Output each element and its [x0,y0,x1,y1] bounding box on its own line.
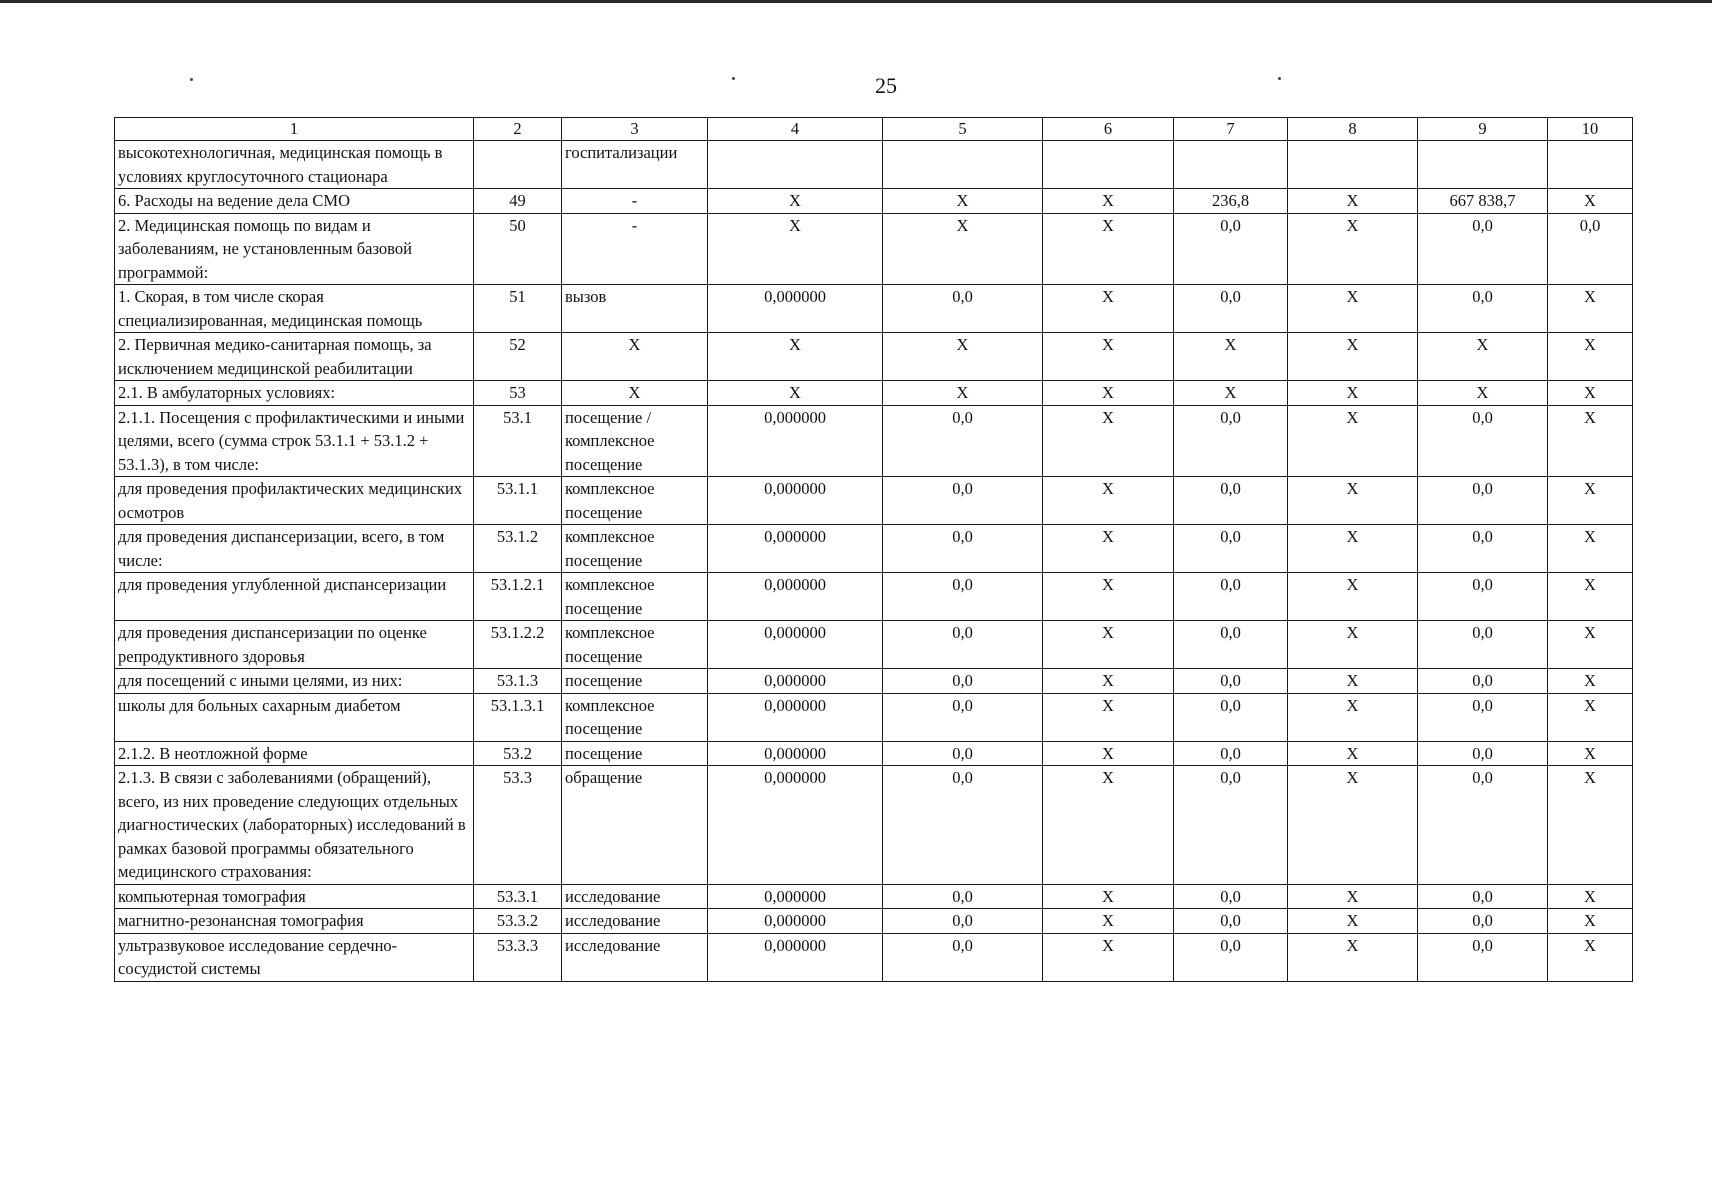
table-cell-col-5: Х [883,333,1043,381]
table-cell-col-1: 2.1.2. В неотложной форме [115,741,474,766]
column-header-2: 2 [474,118,562,141]
table-cell-col-8 [1288,141,1418,189]
table-cell-col-8: Х [1288,381,1418,406]
table-cell-col-10: Х [1548,477,1633,525]
table-cell-col-1: 2.1.3. В связи с заболеваниями (обращений), всего, из них проведение следующих отдельных диагностических (лабораторных) исследований в рамках базовой программы обязательного медицинского страхования: [115,766,474,885]
table-cell-col-1: 6. Расходы на ведение дела СМО [115,189,474,214]
column-header-5: 5 [883,118,1043,141]
table-cell-col-6 [1043,141,1174,189]
table-cell-col-4: 0,000000 [708,909,883,934]
table-cell-col-2: 53.3 [474,766,562,885]
table-cell-col-6: Х [1043,766,1174,885]
table-cell-col-3: посещение [562,669,708,694]
table-cell-col-3: - [562,213,708,285]
table-cell-col-4: 0,000000 [708,884,883,909]
table-cell-col-10: Х [1548,573,1633,621]
table-cell-col-6: Х [1043,669,1174,694]
table-cell-col-10: Х [1548,909,1633,934]
table-cell-col-9: 0,0 [1418,669,1548,694]
table-cell-col-2: 52 [474,333,562,381]
table-cell-col-9: Х [1418,381,1548,406]
table-cell-col-1: ультразвуковое исследование сердечно-сосудистой системы [115,933,474,981]
table-cell-col-10: Х [1548,525,1633,573]
table-cell-col-9: 0,0 [1418,213,1548,285]
table-cell-col-6: Х [1043,477,1174,525]
table-cell-col-10: Х [1548,285,1633,333]
table-cell-col-3: исследование [562,933,708,981]
table-cell-col-2: 53.1.2 [474,525,562,573]
table-row [115,405,1633,477]
table-cell-col-1: 2. Первичная медико-санитарная помощь, за исключением медицинской реабилитации [115,333,474,381]
budget-table [114,117,1633,982]
table-cell-col-6: Х [1043,693,1174,741]
table-cell-col-3: обращение [562,766,708,885]
table-cell-col-1: 2.1. В амбулаторных условиях: [115,381,474,406]
table-row [115,669,1633,694]
table-cell-col-4: 0,000000 [708,405,883,477]
table-cell-col-6: Х [1043,884,1174,909]
column-header-9: 9 [1418,118,1548,141]
table-cell-col-3: - [562,189,708,214]
table-cell-col-6: Х [1043,741,1174,766]
table-cell-col-5: 0,0 [883,909,1043,934]
table-row [115,213,1633,285]
table-cell-col-3: Х [562,333,708,381]
table-row [115,477,1633,525]
table-cell-col-4: 0,000000 [708,285,883,333]
table-cell-col-5: Х [883,189,1043,214]
table-row [115,693,1633,741]
table-cell-col-4: 0,000000 [708,741,883,766]
table-cell-col-10: Х [1548,693,1633,741]
table-cell-col-1: магнитно-резонансная томография [115,909,474,934]
table-cell-col-7: 0,0 [1174,909,1288,934]
table-cell-col-9: 0,0 [1418,525,1548,573]
table-cell-col-9: 0,0 [1418,573,1548,621]
table-cell-col-4: 0,000000 [708,933,883,981]
table-cell-col-1: для проведения профилактических медицинских осмотров [115,477,474,525]
table-cell-col-3: посещение / комплексное посещение [562,405,708,477]
table-cell-col-6: Х [1043,933,1174,981]
table-cell-col-7: 0,0 [1174,884,1288,909]
table-cell-col-2: 53.3.1 [474,884,562,909]
column-header-10: 10 [1548,118,1633,141]
table-row [115,909,1633,934]
table-cell-col-2: 51 [474,285,562,333]
table-cell-col-2 [474,141,562,189]
table-cell-col-5 [883,141,1043,189]
table-cell-col-5: 0,0 [883,766,1043,885]
table-cell-col-10: Х [1548,405,1633,477]
table-cell-col-8: Х [1288,909,1418,934]
table-cell-col-5: 0,0 [883,477,1043,525]
table-cell-col-4: 0,000000 [708,693,883,741]
table-cell-col-3: посещение [562,741,708,766]
table-cell-col-5: 0,0 [883,525,1043,573]
table-cell-col-1: 2.1.1. Посещения с профилактическими и иными целями, всего (сумма строк 53.1.1 + 53.1.2 + 53.1.3), в том числе: [115,405,474,477]
table-cell-col-8: Х [1288,669,1418,694]
column-header-7: 7 [1174,118,1288,141]
table-cell-col-6: Х [1043,405,1174,477]
table-cell-col-7: 0,0 [1174,669,1288,694]
table-cell-col-9: 0,0 [1418,933,1548,981]
table-cell-col-9: 0,0 [1418,285,1548,333]
table-cell-col-8: Х [1288,884,1418,909]
table-cell-col-9: 0,0 [1418,693,1548,741]
table-cell-col-6: Х [1043,285,1174,333]
table-cell-col-1: для проведения диспансеризации по оценке репродуктивного здоровья [115,621,474,669]
table-cell-col-10: Х [1548,381,1633,406]
table-cell-col-8: Х [1288,573,1418,621]
table-cell-col-9: 0,0 [1418,477,1548,525]
table-cell-col-4: 0,000000 [708,525,883,573]
table-cell-col-7: 0,0 [1174,525,1288,573]
table-cell-col-4: Х [708,213,883,285]
table-cell-col-2: 53.1.3 [474,669,562,694]
page-number: 25 [875,73,897,98]
table-row [115,285,1633,333]
table-cell-col-1: компьютерная томография [115,884,474,909]
table-cell-col-5: 0,0 [883,573,1043,621]
table-cell-col-1: 1. Скорая, в том числе скорая специализированная, медицинская помощь [115,285,474,333]
table-cell-col-4: 0,000000 [708,766,883,885]
table-cell-col-9: Х [1418,333,1548,381]
table-cell-col-2: 53.1 [474,405,562,477]
table-cell-col-8: Х [1288,189,1418,214]
table-cell-col-3: исследование [562,909,708,934]
table-cell-col-7: 0,0 [1174,285,1288,333]
table-cell-col-7: 0,0 [1174,405,1288,477]
table-cell-col-2: 53.2 [474,741,562,766]
table-row [115,884,1633,909]
table-cell-col-9: 0,0 [1418,909,1548,934]
table-row [115,381,1633,406]
table-cell-col-5: 0,0 [883,933,1043,981]
table-cell-col-7: 0,0 [1174,573,1288,621]
table-cell-col-6: Х [1043,621,1174,669]
table-body [115,118,1633,982]
table-cell-col-1: для проведения углубленной диспансеризации [115,573,474,621]
table-cell-col-2: 53.1.2.2 [474,621,562,669]
table-cell-col-5: 0,0 [883,285,1043,333]
column-header-1: 1 [115,118,474,141]
table-cell-col-3: комплексное посещение [562,525,708,573]
table-cell-col-8: Х [1288,693,1418,741]
table-cell-col-1: для посещений с иными целями, из них: [115,669,474,694]
table-cell-col-8: Х [1288,285,1418,333]
table-cell-col-2: 53.3.2 [474,909,562,934]
table-cell-col-6: Х [1043,333,1174,381]
table-row [115,741,1633,766]
column-header-8: 8 [1288,118,1418,141]
table-cell-col-10: Х [1548,933,1633,981]
table-cell-col-10: Х [1548,669,1633,694]
table-cell-col-4: 0,000000 [708,477,883,525]
table-cell-col-5: 0,0 [883,621,1043,669]
table-cell-col-10: Х [1548,189,1633,214]
table-cell-col-4 [708,141,883,189]
table-cell-col-8: Х [1288,525,1418,573]
table-cell-col-2: 49 [474,189,562,214]
table-cell-col-6: Х [1043,213,1174,285]
table-row [115,189,1633,214]
table-cell-col-10: Х [1548,333,1633,381]
table-row [115,573,1633,621]
table-cell-col-1: 2. Медицинская помощь по видам и заболеваниям, не установленным базовой программой: [115,213,474,285]
table-cell-col-7: Х [1174,381,1288,406]
table-cell-col-7: 0,0 [1174,621,1288,669]
table-cell-col-7 [1174,141,1288,189]
table-cell-col-3: комплексное посещение [562,693,708,741]
table-cell-col-3: комплексное посещение [562,621,708,669]
table-cell-col-2: 53.1.2.1 [474,573,562,621]
table-cell-col-5: 0,0 [883,741,1043,766]
table-cell-col-8: Х [1288,621,1418,669]
table-cell-col-2: 53.1.3.1 [474,693,562,741]
table-row [115,621,1633,669]
column-header-4: 4 [708,118,883,141]
table-cell-col-4: 0,000000 [708,573,883,621]
table-cell-col-8: Х [1288,766,1418,885]
table-cell-col-2: 53.3.3 [474,933,562,981]
table-row [115,933,1633,981]
table-cell-col-7: Х [1174,333,1288,381]
table-cell-col-9: 0,0 [1418,741,1548,766]
column-header-3: 3 [562,118,708,141]
table-cell-col-3: госпитализации [562,141,708,189]
table-cell-col-9: 0,0 [1418,766,1548,885]
table-cell-col-10: Х [1548,884,1633,909]
table-cell-col-10: 0,0 [1548,213,1633,285]
table-cell-col-3: вызов [562,285,708,333]
column-header-6: 6 [1043,118,1174,141]
table-cell-col-2: 53.1.1 [474,477,562,525]
table-cell-col-5: Х [883,381,1043,406]
table-cell-col-3: комплексное посещение [562,477,708,525]
table-cell-col-5: 0,0 [883,405,1043,477]
table-row [115,766,1633,885]
table-cell-col-6: Х [1043,189,1174,214]
table-cell-col-8: Х [1288,213,1418,285]
table-cell-col-10: Х [1548,741,1633,766]
table-cell-col-7: 0,0 [1174,477,1288,525]
table-cell-col-2: 53 [474,381,562,406]
table-cell-col-4: 0,000000 [708,621,883,669]
table-cell-col-9: 667 838,7 [1418,189,1548,214]
table-cell-col-3: комплексное посещение [562,573,708,621]
table-cell-col-7: 0,0 [1174,933,1288,981]
table-cell-col-6: Х [1043,525,1174,573]
table-cell-col-7: 0,0 [1174,766,1288,885]
table-cell-col-1: для проведения диспансеризации, всего, в том числе: [115,525,474,573]
table-cell-col-9: 0,0 [1418,884,1548,909]
table-cell-col-10 [1548,141,1633,189]
table-header-row [115,118,1633,141]
scan-top-edge [0,0,1712,3]
table-cell-col-8: Х [1288,933,1418,981]
table-cell-col-8: Х [1288,333,1418,381]
table-cell-col-2: 50 [474,213,562,285]
table-cell-col-5: 0,0 [883,884,1043,909]
table-cell-col-7: 0,0 [1174,741,1288,766]
table-cell-col-7: 236,8 [1174,189,1288,214]
table-row [115,141,1633,189]
table-cell-col-3: исследование [562,884,708,909]
table-cell-col-1: школы для больных сахарным диабетом [115,693,474,741]
table-cell-col-4: 0,000000 [708,669,883,694]
table-cell-col-7: 0,0 [1174,693,1288,741]
table-cell-col-5: 0,0 [883,693,1043,741]
table-cell-col-6: Х [1043,909,1174,934]
table-cell-col-8: Х [1288,477,1418,525]
table-cell-col-8: Х [1288,741,1418,766]
table-cell-col-8: Х [1288,405,1418,477]
table-cell-col-3: Х [562,381,708,406]
table-cell-col-10: Х [1548,766,1633,885]
table-cell-col-5: 0,0 [883,669,1043,694]
table-cell-col-9: 0,0 [1418,405,1548,477]
table-cell-col-10: Х [1548,621,1633,669]
table-cell-col-6: Х [1043,381,1174,406]
table-cell-col-7: 0,0 [1174,213,1288,285]
table-cell-col-4: Х [708,189,883,214]
table-cell-col-5: Х [883,213,1043,285]
table-row [115,525,1633,573]
table-cell-col-4: Х [708,381,883,406]
table-cell-col-6: Х [1043,573,1174,621]
table-row [115,333,1633,381]
table-cell-col-1: высокотехнологичная, медицинская помощь в условиях круглосуточного стационара [115,141,474,189]
table-cell-col-9: 0,0 [1418,621,1548,669]
table-cell-col-9 [1418,141,1548,189]
table-cell-col-4: Х [708,333,883,381]
